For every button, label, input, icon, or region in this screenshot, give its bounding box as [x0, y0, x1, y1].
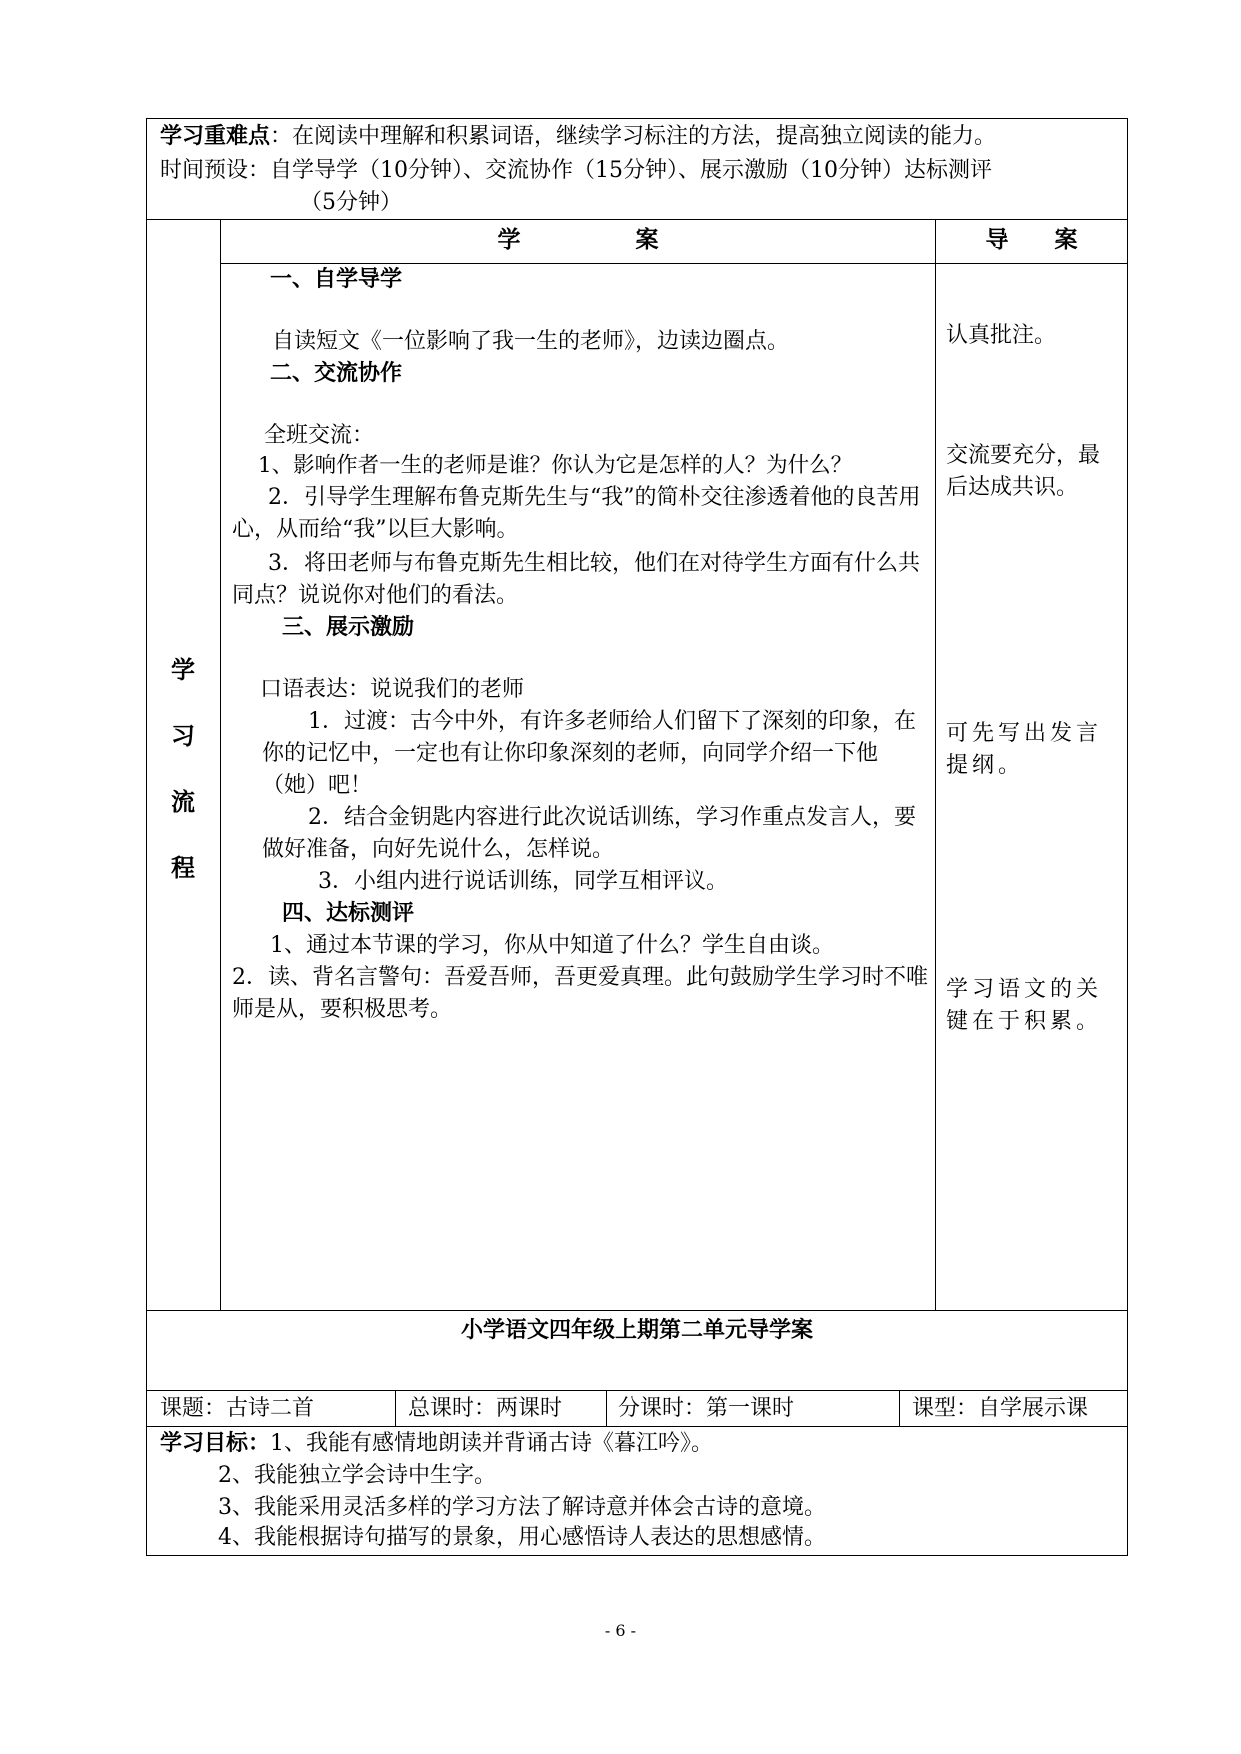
section-title: 四、达标测评: [282, 901, 415, 926]
section-title: 三、展示激励: [282, 615, 415, 640]
lesson-type: 课型：自学展示课: [912, 1396, 1089, 1421]
table-border-bottom: [146, 1555, 1128, 1556]
question: 2．引导学生理解布鲁克斯先生与“我”的简朴交往渗透着他的良苦用心，从而给“我”以巨大影响。: [232, 485, 921, 542]
guide-note: 学习语文的关键在于积累。: [946, 977, 1103, 1034]
section-text: 全班交流：: [264, 423, 375, 448]
col-divider: [899, 1390, 900, 1426]
goal-item: 4、我能根据诗句描写的景象，用心感悟诗人表达的思想感情。: [218, 1525, 826, 1550]
question: 2．读、背名言警句：吾爱吾师，吾更爱真理。此句鼓励学生学习时不唯师是从，要积极思考。: [232, 965, 928, 1022]
section-title: 一、自学导学: [270, 267, 403, 292]
question: 1、影响作者一生的老师是谁？你认为它是怎样的人？为什么？: [258, 453, 853, 478]
guide-note: 认真批注。: [946, 323, 1057, 348]
col-divider: [395, 1390, 396, 1426]
lesson-total: 总课时：两课时: [408, 1396, 563, 1421]
col-header-study: 学 案: [497, 227, 659, 253]
guide-note: 可先写出发言提纲。: [946, 721, 1103, 778]
question: 2．结合金钥匙内容进行此次说话训练，学习作重点发言人，要做好准备，向好先说什么，怎样说。: [262, 805, 916, 862]
question: 3．将田老师与布鲁克斯先生相比较，他们在对待学生方面有什么共同点？说说你对他们的看法。: [232, 551, 920, 608]
col-divider: [935, 219, 936, 1310]
side-label-char: 流: [171, 788, 195, 816]
goal-item: 3、我能采用灵活多样的学习方法了解诗意并体会古诗的意境。: [218, 1495, 826, 1520]
row-divider: [146, 1426, 1128, 1427]
lesson-part: 分课时：第一课时: [618, 1396, 795, 1421]
section-text: 口语表达：说说我们的老师: [260, 677, 525, 702]
goal-item: 1、我能有感情地朗读并背诵古诗《暮江吟》。: [270, 1431, 714, 1456]
table-border-top: [146, 118, 1128, 119]
row-divider: [146, 219, 1128, 220]
key-points-text: ：在阅读中理解和积累词语，继续学习标注的方法，提高独立阅读的能力。: [270, 124, 997, 149]
goal-line: [160, 1428, 713, 1460]
time-preset-line-2: （5分钟）: [300, 190, 402, 215]
col-header-guide: 导 案: [985, 227, 1078, 253]
key-points-line: [160, 121, 996, 153]
side-label-char: 习: [171, 722, 195, 750]
goal-item: 2、我能独立学会诗中生字。: [218, 1463, 496, 1488]
row-divider: [146, 1390, 1128, 1391]
section-title: 二、交流协作: [270, 361, 403, 386]
question: 1、通过本节课的学习，你从中知道了什么？学生自由谈。: [270, 933, 834, 958]
question: 1．过渡：古今中外，有许多老师给人们留下了深刻的印象，在你的记忆中，一定也有让你印象深刻的老师，向同学介绍一下他（她）吧！: [262, 709, 916, 798]
goals-label: 学习目标：: [160, 1431, 271, 1456]
key-points-label: 学习重难点: [160, 124, 271, 149]
question: 3．小组内进行说话训练，同学互相评议。: [318, 869, 728, 894]
row-divider: [146, 1310, 1128, 1311]
time-preset-line: 时间预设：自学导学（10分钟）、交流协作（15分钟）、展示激励（10分钟）达标测评: [160, 158, 992, 183]
guide-note: 交流要充分，最后达成共识。: [946, 443, 1101, 500]
side-label-char: 程: [171, 854, 195, 882]
col-divider: [220, 219, 221, 1310]
lesson-topic: 课题：古诗二首: [160, 1396, 315, 1421]
page-number: - 6 -: [604, 1621, 637, 1640]
col-divider: [606, 1390, 607, 1426]
section-text: 自读短文《一位影响了我一生的老师》，边读边圈点。: [272, 329, 790, 354]
side-label: [146, 650, 220, 914]
unit-title: 小学语文四年级上期第二单元导学案: [460, 1318, 813, 1343]
side-label-char: 学: [171, 656, 195, 684]
